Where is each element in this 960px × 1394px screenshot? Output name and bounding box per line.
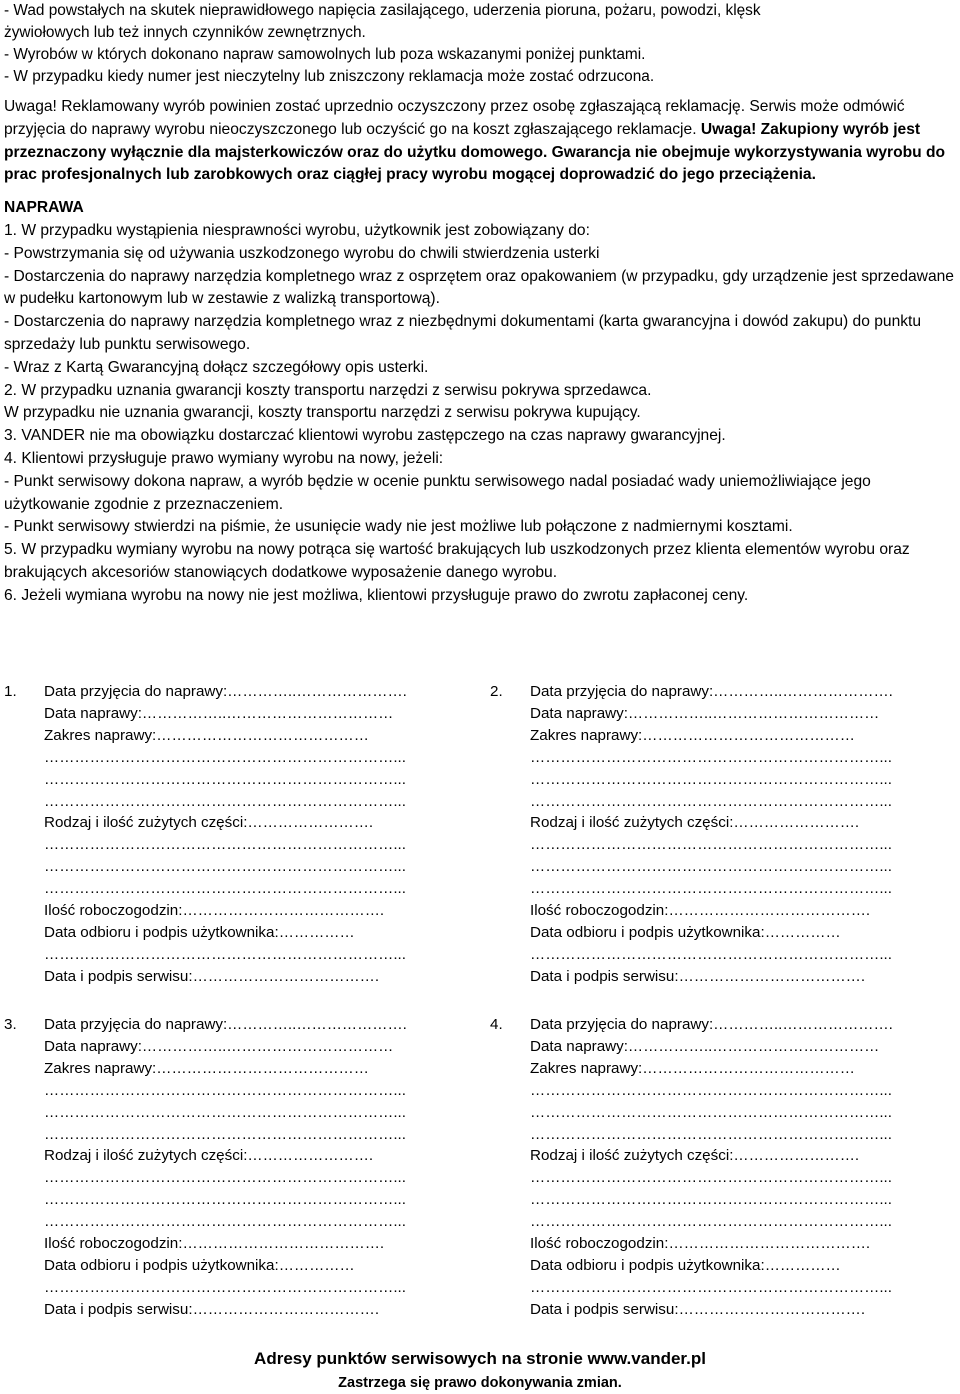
repair-card-line: ……………………………………………………………... [530,1169,892,1187]
uwaga-text: Reklamowany wyrób powinien zostać uprzednio oczyszczony przez osobę zgłaszającą reklamację. Serwis może odmówić przyjęcia do naprawy wyrobu nieoczyszczonego lub oczyścić go na koszt zgłaszającego reklamacje. [4,98,905,138]
naprawa-item: 1. W przypadku wystąpienia niesprawności wyrobu, użytkownik jest zobowiązany do: [4,221,590,239]
repair-card-line: Data przyjęcia do naprawy:…………..…………………. [530,1016,893,1033]
naprawa-item: - Dostarczenia do naprawy narzędzia kompletnego wraz z niezbędnymi dokumentami (karta gwarancyjna i dowód zakupu) do punktu sprzedaży lub punktu serwisowego. [4,313,922,353]
repair-card-line: ……………………………………………………………... [44,1081,406,1099]
repair-card-line: ……………………………………………………………... [44,836,406,854]
repair-card-line: Zakres naprawy:…………………………………… [530,1059,855,1077]
repair-card-line: ……………………………………………………………... [44,858,406,876]
repair-card-lines [530,1014,950,1321]
repair-card-line: ……………………………………………………………... [44,770,406,788]
repair-card-lines [44,681,464,988]
exclusion-line: - W przypadku kiedy numer jest nieczytelny lub zniszczony reklamacja może zostać odrzucona. [4,68,655,85]
naprawa-item: - Dostarczenia do naprawy narzędzia kompletnego wraz z osprzętem oraz opakowaniem (w przypadku, gdy urządzenie jest sprzedawane w pudełku kartonowym lub w zestawie z walizką transportową). [4,267,954,308]
repair-card-line: ……………………………………………………………... [530,1191,892,1209]
repair-card-line: ……………………………………………………………... [44,945,406,963]
repair-records [0,681,960,1326]
repair-card-line: Rodzaj i ilość zużytych części:……………………. [44,814,374,832]
repair-card-line: ……………………………………………………………... [44,1125,406,1143]
repair-card-line: ……………………………………………………………... [530,770,892,788]
repair-card-line: Data odbioru i podpis użytkownika:…………… [44,923,355,941]
naprawa-item: - Powstrzymania się od używania uszkodzonego wyrobu do chwili stwierdzenia usterki [4,244,600,262]
repair-card-line: ……………………………………………………………... [530,945,892,963]
repair-card-number: 2. [490,683,503,700]
repair-card-line: Data przyjęcia do naprawy:…………..…………………. [530,683,893,700]
repair-card-line: Ilość roboczogodzin:…………………………………. [530,902,871,920]
naprawa-item: 3. VANDER nie ma obowiązku dostarczać klientowi wyrobu zastępczego na czas naprawy gwarancyjnej. [4,427,726,445]
repair-card-line: Ilość roboczogodzin:…………………………………. [44,902,385,920]
exclusion-line: - Wyrobów w których dokonano napraw samowolnych lub poza wskazanymi poniżej punktami. [4,46,646,63]
repair-card-line: Data i podpis serwisu:………………………………. [44,1300,380,1318]
naprawa-item: W przypadku nie uznania gwarancji, koszty transportu narzędzi z serwisu pokrywa kupujący. [4,404,641,422]
repair-card-number: 1. [4,683,17,700]
repair-card-lines [530,681,950,988]
naprawa-item: - Punkt serwisowy dokona napraw, a wyrób będzie w ocenie punktu serwisowego nadal posiadać wady uniemożliwiające jego użytkowanie zgodnie z przeznaczeniem. [4,472,871,513]
repair-card-line: Rodzaj i ilość zużytych części:……………………. [44,1147,374,1165]
repair-card-line: ……………………………………………………………... [44,1103,406,1121]
repair-card-line: ……………………………………………………………... [530,748,892,766]
uwaga-paragraph [4,96,959,187]
repair-card-line: ……………………………………………………………... [530,880,892,898]
repair-card-line: Zakres naprawy:…………………………………… [530,726,855,744]
repair-card-line: Data przyjęcia do naprawy:…………..…………………. [44,683,407,700]
repair-card-line: Data naprawy:……………..…………………………… [530,1037,880,1055]
naprawa-list [4,220,959,608]
uwaga-bold-text: Uwaga! Zakupiony wyrób jest przeznaczony wyłącznie dla majsterkowiczów oraz do użytku domowego. Gwarancja nie obejmuje wykorzystywania wyrobu do prac profesjonalnych lub zarobkowych oraz ciągłej pracy wyrobu mogącej doprowadzić do jego przeciążenia. [4,120,946,184]
repair-card-line: Data i podpis serwisu:………………………………. [530,1300,866,1318]
repair-card-line: Data naprawy:……………..…………………………… [530,704,880,722]
repair-card-line: ……………………………………………………………... [530,858,892,876]
naprawa-item: 5. W przypadku wymiany wyrobu na nowy potrąca się wartość brakujących lub uszkodzonych przez klienta elementów wyrobu oraz brakujących akcesoriów stanowiących dodatkowe wyposażenie danego wyrobu. [4,541,910,581]
repair-card-line: Rodzaj i ilość zużytych części:……………………. [530,814,860,832]
naprawa-item: - Wraz z Kartą Gwarancyjną dołącz szczegółowy opis usterki. [4,358,429,376]
service-points-note: Adresy punktów serwisowych na stronie www.vander.pl [254,1349,706,1368]
repair-card-lines [44,1014,464,1321]
repair-card-line: Data naprawy:……………..…………………………… [44,1037,394,1055]
repair-card-line: ……………………………………………………………... [44,1278,406,1296]
repair-card-line: Zakres naprawy:…………………………………… [44,726,369,744]
repair-card-line: Rodzaj i ilość zużytych części:……………………. [530,1147,860,1165]
repair-card-line: ……………………………………………………………... [530,1081,892,1099]
repair-card-line: Ilość roboczogodzin:…………………………………. [530,1235,871,1253]
exclusion-line: żywiołowych lub też innych czynników zewnętrznych. [4,24,366,41]
naprawa-item: 4. Klientowi przysługuje prawo wymiany wyrobu na nowy, jeżeli: [4,449,444,467]
repair-card-line: ……………………………………………………………... [530,1103,892,1121]
repair-card-line: Data odbioru i podpis użytkownika:…………… [44,1256,355,1274]
repair-card-line: ……………………………………………………………... [530,1125,892,1143]
repair-card-line: ……………………………………………………………... [530,1278,892,1296]
changes-reserved-note: Zastrzega się prawo dokonywania zmian. [338,1375,622,1391]
repair-card-line: ……………………………………………………………... [44,1213,406,1231]
repair-card-line: ……………………………………………………………... [44,1169,406,1187]
repair-card-line: Data i podpis serwisu:………………………………. [44,967,380,985]
repair-card-line: ……………………………………………………………... [44,880,406,898]
repair-card-line: Zakres naprawy:…………………………………… [44,1059,369,1077]
naprawa-item: 6. Jeżeli wymiana wyrobu na nowy nie jest możliwa, klientowi przysługuje prawo do zwrotu zapłaconej ceny. [4,586,749,604]
repair-card-line: Data odbioru i podpis użytkownika:…………… [530,1256,841,1274]
repair-card-line: ……………………………………………………………... [530,1213,892,1231]
repair-card-line: Data i podpis serwisu:………………………………. [530,967,866,985]
warranty-notes [4,96,959,608]
repair-card-line: ……………………………………………………………... [44,792,406,810]
uwaga-label: Uwaga! [4,98,57,115]
repair-card-number: 3. [4,1016,17,1033]
repair-card-line: ……………………………………………………………... [530,836,892,854]
naprawa-item: 2. W przypadku uznania gwarancji koszty transportu narzędzi z serwisu pokrywa sprzedawca. [4,381,652,399]
repair-card-line: ……………………………………………………………... [530,792,892,810]
naprawa-heading: NAPRAWA [4,199,84,217]
naprawa-item: - Punkt serwisowy stwierdzi na piśmie, że usunięcie wady nie jest możliwe lub połączone z nadmiernymi kosztami. [4,518,793,536]
repair-card-number: 4. [490,1016,503,1033]
repair-card-line: Data naprawy:……………..…………………………… [44,704,394,722]
repair-card-line: Data odbioru i podpis użytkownika:…………… [530,923,841,941]
repair-card-line: ……………………………………………………………... [44,1191,406,1209]
warranty-exclusions [4,0,959,88]
repair-card-line: ……………………………………………………………... [44,748,406,766]
exclusion-line: - Wad powstałych na skutek nieprawidłowego napięcia zasilającego, uderzenia pioruna, pożaru, powodzi, klęsk [4,2,761,19]
repair-card-line: Data przyjęcia do naprawy:…………..…………………. [44,1016,407,1033]
repair-card-line: Ilość roboczogodzin:…………………………………. [44,1235,385,1253]
